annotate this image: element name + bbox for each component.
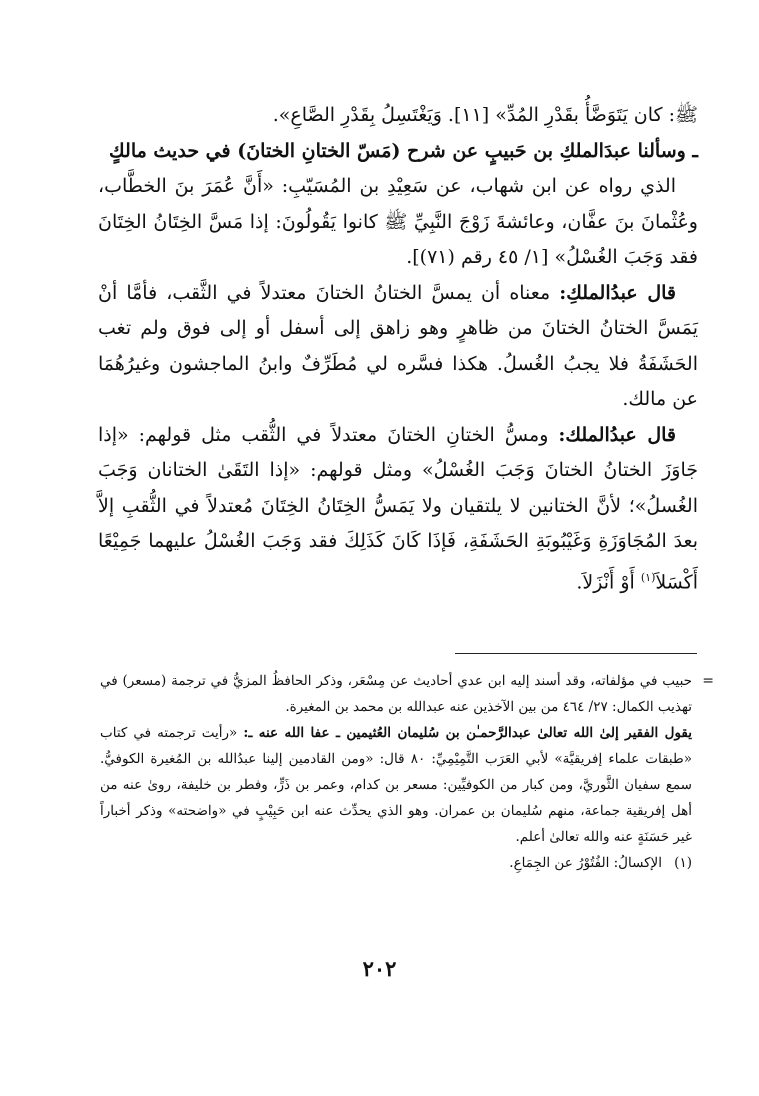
paragraph-explanation-1 (98, 276, 698, 418)
section-heading: ـ وسألنا عبدَالملكِ بن حَبيبٍ عن شرح (مَسّ الختانِ الختانَ) في حديث مالكٍ (109, 139, 698, 162)
footnotes (100, 668, 714, 876)
editor-note (100, 720, 692, 850)
paragraph-end: أَوْ أَنْزَلاَ. (576, 570, 641, 593)
footnote-1 (100, 850, 692, 876)
paragraph-body: معناه أن يمسَّ الختانُ الختانَ معتدلاً في الثَّقب، فأمَّا أنْ يَمَسَّ الختانُ الختانَ من ظاهرٍ وهو زاهق إلى أسفل أو إلى فوق ولم تغب الحَشَفَةُ فلا يجبُ الغُسلُ. هكذا فسَّره لي مُطَرِّفٌ وابنُ الماجشون وغيرُهُمَا عن مالك. (98, 281, 698, 410)
footnote-reference: (١) (640, 570, 656, 584)
page-number: ٢٠٢ (362, 956, 397, 981)
footnote-divider (455, 653, 697, 654)
editor-note-label: يقول الفقير إلىٰ الله تعالىٰ عبدالرَّحمـٰن بن سُليمان العُثيمين ـ عفا الله عنه ـ: (243, 725, 693, 741)
editor-note-body: «رأيت ترجمته في كتاب «طبقات علماء إفريقيَّة» لأبي العَرَب التَّمِيْمِيِّ: ٨٠ قال: «ومن القادمين إلينا عبدُالله بن المُغيرة الكوفيُّ. سمع سفيان الثَّوريَّ، ومن كبار من الكوفيِّين: مسعر بن كدام، وعمر بن ذَرٍّ، وفطر بن خليفة، رویٰ عنه من أهل إفريقية جماعة، منهم سُليمان بن عمران. وهو الذي يحدِّث عنه ابن حَبِيْبٍ في «واضحته» وذكر أخباراً غير حَسَنَةٍ عنه والله تعالىٰ أعلم. (100, 725, 692, 845)
footnote-text: الإكسالُ: الفُتُوْرُ عن الجِمَاعِ. (509, 855, 662, 871)
footnote-continuation: حبيب في مؤلفاته، وقد أسند إليه ابن عدي أحاديث عن مِسْعَر، وذكر الحافظُ المزيُّ في ترجمة (مسعر) في تهذيب الكمال: ٢٧/ ٤٦٤ من بين الآخذين عنه عبدالله بن محمد بن المغيرة. (100, 673, 692, 715)
paragraph-body: ومسُّ الختانِ الختانَ معتدلاً في الثُّقب مثل قولهم: «إذا جَاوَزَ الختانُ الختانَ وَجَبَ الغُسْلُ» ومثل قولهم: «إذا التَقَىٰ الختانان وَجَبَ الغُسلُ»؛ لأنَّ الختانين لا يلتقيان ولا يَمَسُّ الخِتَانُ الخِتَانَ مُعتدلاً في الثُّقبِ إلاَّ بعدَ المُجَاوَزَةِ وَغَيْبُوبَةِ الحَشَفَةِ، فَإذَا كَانَ كَذَلِكَ فقد وَجَبَ الغُسْلُ عليهما جَمِيْعًا أَكْسَلاَ (98, 423, 698, 593)
paragraph-explanation-2 (98, 418, 698, 601)
paragraph-hadith: الذي رواه عن ابن شهاب، عن سَعِيْدِ بن المُسَيّبِ: «أَنَّ عُمَرَ بنَ الخطَّاب، وعُثْمانَ بنَ عفَّان، وعائشةَ زَوْجَ النَّبِيِّ ﷺ كانوا يَقُولُونَ: إذا مَسَّ الخِتَانُ الخِتَانَ فقد وَجَبَ الغُسْلُ» [١/ ٤٥ رقم (٧١)]. (98, 175, 698, 268)
speaker-label: قال عبدُالملكِ: (559, 281, 676, 304)
footnote-number: (١) (674, 855, 692, 871)
paragraph-1: ﷺ: كان يَتَوَضَّأُ بقَدْرِ المُدِّ» [١١]. وَيَغْتَسِلُ بِقَدْرِ الصَّاعِ». (272, 104, 698, 126)
speaker-label: قال عبدُالملك: (558, 423, 677, 446)
continuation-marker: = (702, 673, 714, 689)
main-text (98, 98, 698, 600)
